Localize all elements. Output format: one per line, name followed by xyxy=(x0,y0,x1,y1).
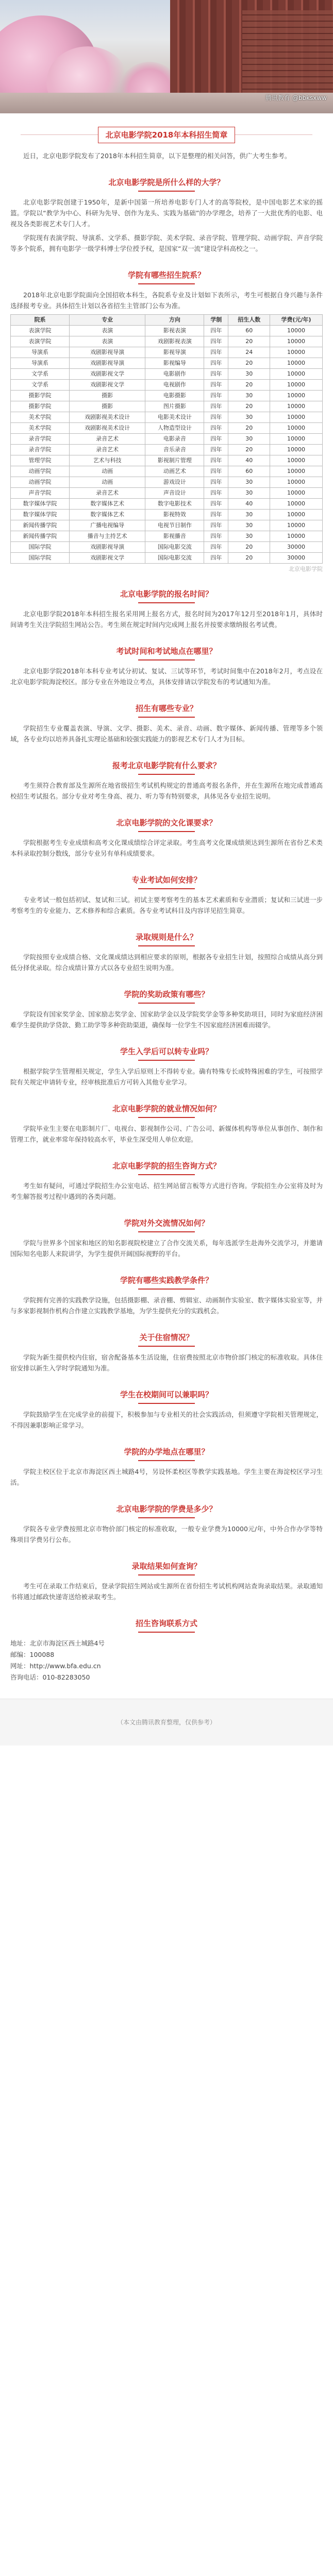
answer-paragraph: 专业考试一般包括初试、复试和三试。初试主要考察考生的基本艺术素质和专业潜质；复试和三试进一步考察考生的专业能力、艺术修养和综合素质。各专业考试科目及内容详见招生简章。 xyxy=(10,896,323,914)
table-cell: 管理学院 xyxy=(11,455,70,466)
table-row xyxy=(11,380,323,391)
table-cell: 30 xyxy=(228,434,270,445)
table-cell: 40 xyxy=(228,455,270,466)
table-cell: 动画 xyxy=(69,477,145,488)
table-cell: 游戏设计 xyxy=(145,477,204,488)
table-cell: 摄影 xyxy=(69,401,145,412)
contact-block xyxy=(10,1638,323,1683)
table-cell: 电影录音 xyxy=(145,434,204,445)
table-cell: 20 xyxy=(228,542,270,553)
hero-watermark: 腾讯教育 @bbksxww xyxy=(265,94,327,101)
table-cell: 10000 xyxy=(270,412,323,423)
table-cell: 30000 xyxy=(270,553,323,564)
table-cell: 电影剧作 xyxy=(145,369,204,380)
table-cell: 四年 xyxy=(204,488,228,499)
question-heading: 学生入学后可以转专业吗？ xyxy=(10,1046,323,1061)
table-row xyxy=(11,477,323,488)
table-row xyxy=(11,455,323,466)
table-cell: 表演 xyxy=(69,336,145,347)
table-cell: 30 xyxy=(228,488,270,499)
table-cell: 四年 xyxy=(204,412,228,423)
table-row xyxy=(11,358,323,369)
table-cell: 10000 xyxy=(270,391,323,401)
question-heading: 学院对外交流情况如何？ xyxy=(10,1217,323,1232)
answer-block xyxy=(10,1009,323,1030)
answer-block xyxy=(10,1066,323,1088)
table-cell: 录音学院 xyxy=(11,434,70,445)
table-cell: 录音艺术 xyxy=(69,445,145,455)
table-cell: 影视播音 xyxy=(145,531,204,542)
table-cell: 国际电影交流 xyxy=(145,542,204,553)
table-cell: 数字电影技术 xyxy=(145,499,204,510)
answer-block xyxy=(10,1409,323,1431)
table-cell: 10000 xyxy=(270,520,323,531)
table-cell: 动画艺术 xyxy=(145,466,204,477)
table-cell: 表演 xyxy=(69,326,145,336)
table-header-cell: 学费(元/年) xyxy=(270,315,323,326)
table-cell: 表演学院 xyxy=(11,326,70,336)
table-cell: 录音学院 xyxy=(11,445,70,455)
table-cell: 广播电视编导 xyxy=(69,520,145,531)
answer-block xyxy=(10,723,323,744)
hero-image xyxy=(0,0,333,113)
table-cell: 10000 xyxy=(270,445,323,455)
answer-block xyxy=(10,894,323,916)
table-cell: 10000 xyxy=(270,510,323,520)
table-cell: 20 xyxy=(228,336,270,347)
table-cell: 电视节目制作 xyxy=(145,520,204,531)
table-cell: 影视表演 xyxy=(145,326,204,336)
question-heading: 招生有哪些专业？ xyxy=(10,703,323,718)
table-watermark: 北京电影学院 xyxy=(289,566,323,572)
faq-section-group xyxy=(10,588,323,1602)
answer-block xyxy=(10,1581,323,1602)
table-cell: 四年 xyxy=(204,455,228,466)
intro-paragraph: 近日，北京电影学院发布了2018年本科招生简章，以下是整理的相关问答，供广大考生参考。 xyxy=(23,152,291,160)
table-cell: 20 xyxy=(228,423,270,434)
table-cell: 10000 xyxy=(270,380,323,391)
table-cell: 10000 xyxy=(270,358,323,369)
table-cell: 人物造型设计 xyxy=(145,423,204,434)
question-heading: 学生在校期间可以兼职吗？ xyxy=(10,1389,323,1404)
question-heading: 报考北京电影学院有什么要求？ xyxy=(10,760,323,775)
majors-table xyxy=(10,314,323,564)
answer-block xyxy=(10,1123,323,1145)
table-cell: 国际电影交流 xyxy=(145,553,204,564)
table-cell: 30 xyxy=(228,391,270,401)
question-heading: 学院的奖助政策有哪些？ xyxy=(10,989,323,1004)
banner-title: 北京电影学院2018年本科招生简章 xyxy=(98,127,236,143)
table-row xyxy=(11,326,323,336)
table-cell: 数字媒体艺术 xyxy=(69,510,145,520)
table-row xyxy=(11,347,323,358)
table-cell: 影视编导 xyxy=(145,358,204,369)
table-cell: 新闻传播学院 xyxy=(11,520,70,531)
table-cell: 戏剧影视导演 xyxy=(69,347,145,358)
table-cell: 导演系 xyxy=(11,358,70,369)
table-cell: 30 xyxy=(228,510,270,520)
answer-block xyxy=(10,1238,323,1259)
table-cell: 声音学院 xyxy=(11,488,70,499)
table-cell: 30 xyxy=(228,520,270,531)
contact-line: 咨询电话：010-82283050 xyxy=(10,1673,90,1681)
question-heading: 录取结果如何查询？ xyxy=(10,1561,323,1575)
question-heading: 北京电影学院的学费是多少？ xyxy=(10,1503,323,1518)
table-cell: 影视导演 xyxy=(145,347,204,358)
question-heading: 学院有哪些招生院系？ xyxy=(10,269,323,284)
table-cell: 图片摄影 xyxy=(145,401,204,412)
table-cell: 戏剧影视导演 xyxy=(69,542,145,553)
table-cell: 10000 xyxy=(270,434,323,445)
answer-block xyxy=(10,780,323,802)
table-cell: 10000 xyxy=(270,499,323,510)
table-cell: 四年 xyxy=(204,347,228,358)
table-cell: 四年 xyxy=(204,542,228,553)
answer-paragraph: 学院拥有完善的实践教学设施，包括摄影棚、录音棚、剪辑室、动画制作实验室、数字媒体实验室等，并与多家影视制作机构合作建立实践教学基地，为学生提供充分的实践机会。 xyxy=(10,1296,323,1315)
table-row xyxy=(11,412,323,423)
table-cell: 戏剧影视表演 xyxy=(145,336,204,347)
table-cell: 国际学院 xyxy=(11,553,70,564)
table-cell: 四年 xyxy=(204,358,228,369)
table-cell: 10000 xyxy=(270,477,323,488)
question-heading: 北京电影学院的招生咨询方式？ xyxy=(10,1160,323,1175)
answer-paragraph: 学院按照专业成绩合格、文化课成绩达到相应要求的原则，根据各专业招生计划，按照综合成绩从高分到低分择优录取。综合成绩计算方式以各专业招生说明为准。 xyxy=(10,953,323,972)
contact-line: 地址：北京市海淀区西土城路4号 xyxy=(10,1639,105,1647)
table-row xyxy=(11,369,323,380)
table-cell: 60 xyxy=(228,326,270,336)
table-row xyxy=(11,336,323,347)
table-cell: 10000 xyxy=(270,347,323,358)
answer-block xyxy=(10,666,323,687)
table-row xyxy=(11,445,323,455)
table-cell: 戏剧影视导演 xyxy=(69,358,145,369)
answer-block xyxy=(10,1466,323,1488)
table-row xyxy=(11,531,323,542)
table-cell: 四年 xyxy=(204,336,228,347)
table-row xyxy=(11,553,323,564)
answer-paragraph: 学院毕业生主要在电影制片厂、电视台、影视制作公司、广告公司、新媒体机构等单位从事创作、制作和管理工作，就业率常年保持较高水平，毕业生深受用人单位欢迎。 xyxy=(10,1125,323,1143)
table-row xyxy=(11,542,323,553)
answer-paragraph: 学院为新生提供校内住宿，宿舍配备基本生活设施，住宿费按照北京市物价部门核定的标准收取。具体住宿安排以新生入学时学院通知为准。 xyxy=(10,1353,323,1372)
answer-paragraph: 北京电影学院2018年本科招生报名采用网上报名方式，报名时间为2017年12月至2018年1月，具体时间请考生关注学院招生网站公告。考生须在规定时间内完成网上报名并按要求缴纳报名考试费。 xyxy=(10,610,323,629)
table-cell: 影视特效 xyxy=(145,510,204,520)
table-cell: 动画 xyxy=(69,466,145,477)
table-header-cell: 招生人数 xyxy=(228,315,270,326)
answer-block xyxy=(10,290,323,311)
table-cell: 10000 xyxy=(270,455,323,466)
table-cell: 录音艺术 xyxy=(69,434,145,445)
table-cell: 录音艺术 xyxy=(69,488,145,499)
answer-paragraph: 学院主校区位于北京市海淀区西土城路4号，另设怀柔校区等教学实践基地。学生主要在海淀校区学习生活。 xyxy=(10,1468,323,1486)
table-row xyxy=(11,510,323,520)
answer-paragraph: 学院各专业学费按照北京市物价部门核定的标准收取，一般专业学费为10000元/年，中外合作办学等特殊项目学费另行公布。 xyxy=(10,1525,323,1544)
table-cell: 10000 xyxy=(270,401,323,412)
answer-block xyxy=(10,608,323,630)
question-heading: 北京电影学院的就业情况如何？ xyxy=(10,1103,323,1118)
table-row xyxy=(11,423,323,434)
answer-block xyxy=(10,1180,323,1202)
table-cell: 数字媒体学院 xyxy=(11,510,70,520)
table-cell: 戏剧影视美术设计 xyxy=(69,412,145,423)
article-body xyxy=(0,127,333,1683)
table-cell: 四年 xyxy=(204,434,228,445)
table-row xyxy=(11,520,323,531)
table-cell: 四年 xyxy=(204,326,228,336)
table-row xyxy=(11,466,323,477)
table-cell: 20 xyxy=(228,445,270,455)
table-cell: 60 xyxy=(228,466,270,477)
table-cell: 表演学院 xyxy=(11,336,70,347)
table-cell: 导演系 xyxy=(11,347,70,358)
table-cell: 四年 xyxy=(204,477,228,488)
table-cell: 10000 xyxy=(270,531,323,542)
table-cell: 30000 xyxy=(270,542,323,553)
contact-line: 邮编：100088 xyxy=(10,1651,55,1658)
answer-paragraph: 考生须符合教育部及生源所在地省级招生考试机构规定的普通高考报名条件，并在生源所在地完成普通高校招生考试报名。部分专业对考生身高、视力、听力等有特别要求，具体见各专业招生说明。 xyxy=(10,782,323,800)
table-cell: 国际学院 xyxy=(11,542,70,553)
answer-block xyxy=(10,837,323,859)
table-row xyxy=(11,488,323,499)
table-header-cell: 方向 xyxy=(145,315,204,326)
table-cell: 电影美术设计 xyxy=(145,412,204,423)
question-heading: 关于住宿情况？ xyxy=(10,1332,323,1347)
table-cell: 四年 xyxy=(204,520,228,531)
answer-paragraph: 考生如有疑问，可通过学院招生办公室电话、招生网站留言板等方式进行咨询。学院招生办公室将及时为考生解答报考过程中遇到的各类问题。 xyxy=(10,1182,323,1200)
table-cell: 戏剧影视文学 xyxy=(69,369,145,380)
table-cell: 10000 xyxy=(270,423,323,434)
table-cell: 40 xyxy=(228,499,270,510)
answer-block xyxy=(10,1295,323,1316)
answer-paragraph: 北京电影学院2018年本科专业考试分初试、复试、三试等环节，考试时间集中在2018年2月，考点设在北京电影学院海淀校区。部分专业在外地设立考点，具体安排请以学院发布的考试通知为准。 xyxy=(10,667,323,686)
majors-table-body xyxy=(11,326,323,564)
table-cell: 声音设计 xyxy=(145,488,204,499)
table-cell: 10000 xyxy=(270,326,323,336)
table-cell: 10000 xyxy=(270,369,323,380)
question-heading: 专业考试如何安排？ xyxy=(10,874,323,889)
table-cell: 动画学院 xyxy=(11,466,70,477)
faq-section-group xyxy=(10,177,323,311)
table-cell: 10000 xyxy=(270,466,323,477)
answer-paragraph: 学院招生专业覆盖表演、导演、文学、摄影、美术、录音、动画、数字媒体、新闻传播、管理等多个领域，各专业均以培养具备扎实理论基础和较强实践能力的影视艺术专门人才为目标。 xyxy=(10,724,323,743)
question-heading: 学院的办学地点在哪里？ xyxy=(10,1446,323,1461)
table-cell: 数字媒体艺术 xyxy=(69,499,145,510)
answer-paragraph: 考生可在录取工作结束后，登录学院招生网站或生源所在省份招生考试机构网站查询录取结果。录取通知书将通过邮政快递寄送给被录取考生。 xyxy=(10,1582,323,1601)
table-cell: 20 xyxy=(228,401,270,412)
table-header-cell: 院系 xyxy=(11,315,70,326)
table-cell: 文学系 xyxy=(11,369,70,380)
table-cell: 四年 xyxy=(204,510,228,520)
table-cell: 动画学院 xyxy=(11,477,70,488)
table-row xyxy=(11,434,323,445)
table-cell: 四年 xyxy=(204,499,228,510)
answer-paragraph: 学院根据考生专业成绩和高考文化课成绩综合评定录取。考生高考文化课成绩须达到生源所在省份艺术类本科录取控制分数线，部分专业另有单科成绩要求。 xyxy=(10,839,323,857)
table-cell: 30 xyxy=(228,477,270,488)
table-cell: 四年 xyxy=(204,466,228,477)
majors-table-head xyxy=(11,315,323,326)
footer: （本文由腾讯教育整理，仅供参考） xyxy=(0,1699,333,1745)
answer-block xyxy=(10,197,323,254)
intro xyxy=(10,150,323,161)
table-cell: 四年 xyxy=(204,531,228,542)
answer-paragraph: 学院现有表演学院、导演系、文学系、摄影学院、美术学院、录音学院、管理学院、动画学院、声音学院等多个院系，拥有电影学一级学科博士学位授予权，是国家“双一流”建设学科高校之一。 xyxy=(10,234,323,252)
answer-paragraph: 根据学院学生管理相关规定，学生入学后原则上不得转专业。确有特殊专长或特殊困难的学生，可按照学院有关规定申请转专业，经审核批准后方可转入其他专业学习。 xyxy=(10,1067,323,1086)
table-cell: 文学系 xyxy=(11,380,70,391)
table-cell: 四年 xyxy=(204,445,228,455)
table-cell: 30 xyxy=(228,531,270,542)
table-cell: 10000 xyxy=(270,336,323,347)
table-cell: 戏剧影视美术设计 xyxy=(69,423,145,434)
contact-line: 网址：http://www.bfa.edu.cn xyxy=(10,1662,101,1670)
table-cell: 24 xyxy=(228,347,270,358)
answer-block xyxy=(10,1352,323,1374)
contact-heading: 招生咨询联系方式 xyxy=(10,1618,323,1633)
table-cell: 四年 xyxy=(204,423,228,434)
table-cell: 30 xyxy=(228,412,270,423)
table-cell: 美术学院 xyxy=(11,412,70,423)
answer-paragraph: 学院设有国家奖学金、国家励志奖学金、国家助学金以及学院奖学金等多种奖助项目，同时为家庭经济困难学生提供助学贷款、勤工助学等多种资助渠道，确保每一位学生不因家庭经济困难而辍学。 xyxy=(10,1010,323,1029)
table-cell: 四年 xyxy=(204,369,228,380)
table-cell: 摄影学院 xyxy=(11,391,70,401)
question-heading: 学院有哪些实践教学条件？ xyxy=(10,1275,323,1290)
table-cell: 20 xyxy=(228,380,270,391)
answer-paragraph: 学院与世界多个国家和地区的知名影视院校建立了合作交流关系，每年选派学生赴海外交流学习，并邀请国际知名电影人来院讲学，为学生提供开阔国际视野的平台。 xyxy=(10,1239,323,1258)
table-cell: 数字媒体学院 xyxy=(11,499,70,510)
answer-paragraph: 2018年北京电影学院面向全国招收本科生，各院系专业及计划如下表所示，考生可根据自身兴趣与条件选择报考专业。具体招生计划以各省招生主管部门公布为准。 xyxy=(10,291,323,310)
table-cell: 戏剧影视文学 xyxy=(69,380,145,391)
table-cell: 影视制片管理 xyxy=(145,455,204,466)
table-header-cell: 专业 xyxy=(69,315,145,326)
answer-paragraph: 北京电影学院创建于1950年，是新中国第一所培养电影专门人才的高等院校，是中国电影艺术家的摇篮。学院以“教学为中心、科研为先导、创作为龙头、实践为基础”的办学理念，培养了一大批优秀的电影、电视及各类影视艺术专门人才。 xyxy=(10,198,323,228)
table-row xyxy=(11,391,323,401)
answer-block xyxy=(10,1523,323,1545)
table-cell: 电影摄影 xyxy=(145,391,204,401)
table-cell: 电视剧作 xyxy=(145,380,204,391)
table-cell: 音乐录音 xyxy=(145,445,204,455)
table-header-cell: 学制 xyxy=(204,315,228,326)
question-heading: 考试时间和考试地点在哪里？ xyxy=(10,646,323,660)
table-cell: 美术学院 xyxy=(11,423,70,434)
table-row xyxy=(11,401,323,412)
table-cell: 10000 xyxy=(270,488,323,499)
table-cell: 摄影学院 xyxy=(11,401,70,412)
question-heading: 北京电影学院是所什么样的大学？ xyxy=(10,177,323,192)
table-cell: 摄影 xyxy=(69,391,145,401)
table-row xyxy=(11,499,323,510)
table-cell: 四年 xyxy=(204,401,228,412)
table-cell: 戏剧影视文学 xyxy=(69,553,145,564)
table-cell: 艺术与科技 xyxy=(69,455,145,466)
question-heading: 北京电影学院的报名时间？ xyxy=(10,588,323,603)
table-cell: 新闻传播学院 xyxy=(11,531,70,542)
answer-paragraph: 学院鼓励学生在完成学业的前提下，积极参加与专业相关的社会实践活动，但须遵守学院相关管理规定，不得因兼职影响正常学习。 xyxy=(10,1411,323,1429)
table-cell: 20 xyxy=(228,553,270,564)
table-cell: 30 xyxy=(228,369,270,380)
banner xyxy=(10,127,323,143)
table-cell: 播音与主持艺术 xyxy=(69,531,145,542)
table-cell: 四年 xyxy=(204,553,228,564)
table-cell: 20 xyxy=(228,358,270,369)
question-heading: 北京电影学院的文化课要求？ xyxy=(10,817,323,832)
table-cell: 四年 xyxy=(204,380,228,391)
table-cell: 四年 xyxy=(204,391,228,401)
question-heading: 录取规则是什么？ xyxy=(10,931,323,946)
answer-block xyxy=(10,952,323,973)
